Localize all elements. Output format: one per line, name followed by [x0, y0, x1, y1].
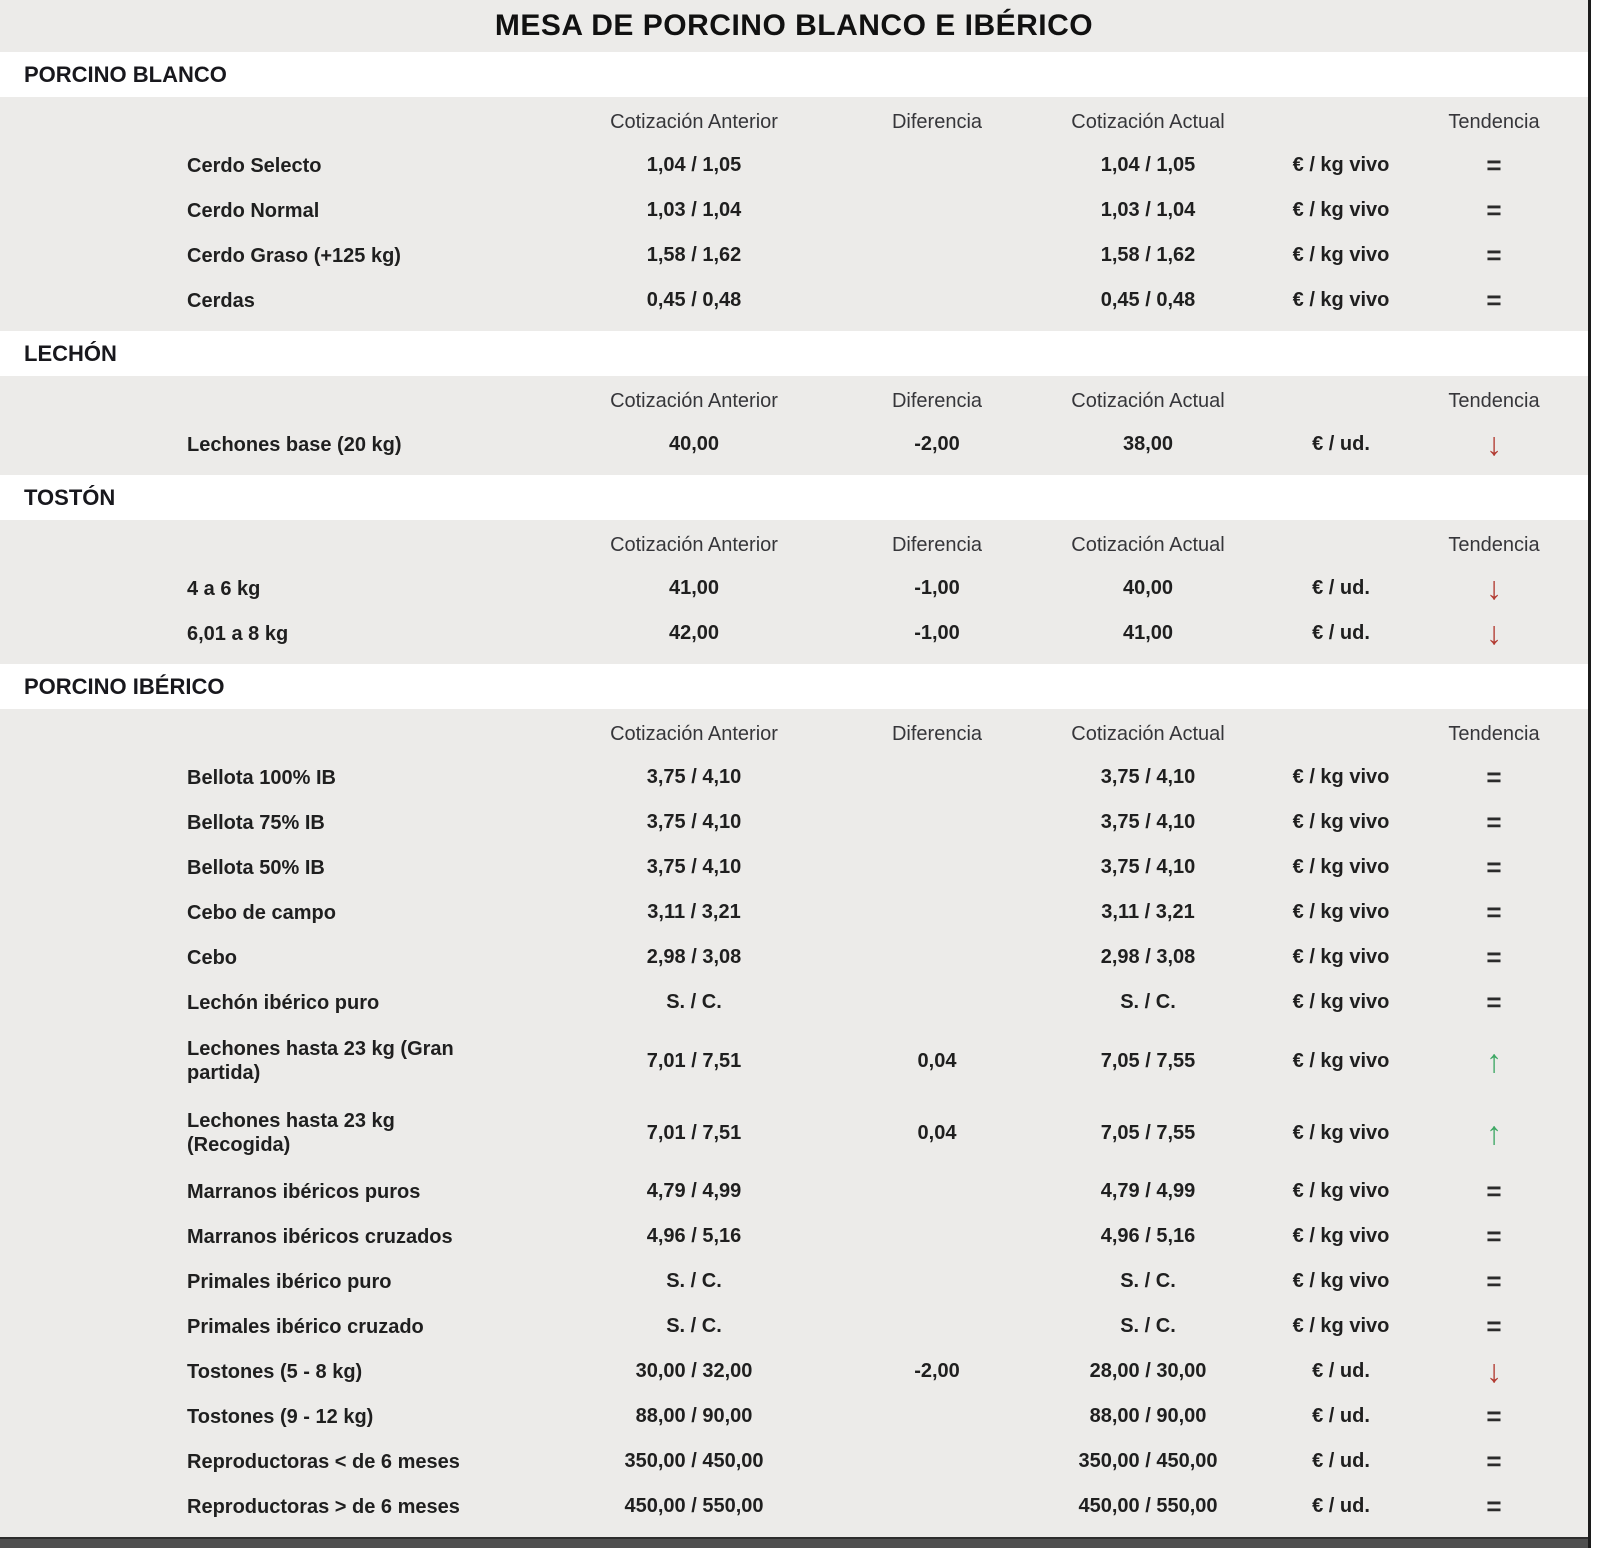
diferencia-value: 0,04 [917, 1121, 957, 1144]
cotizacion-actual-value: 2,98 / 3,08 [1100, 946, 1196, 968]
cotizacion-actual-value: 88,00 / 90,00 [1089, 1405, 1207, 1427]
cotizacion-anterior-value: 2,98 / 3,08 [646, 946, 742, 968]
cotizacion-anterior-value: 1,03 / 1,04 [646, 199, 742, 221]
unit-label: € / kg vivo [1292, 289, 1390, 311]
cotizacion-actual-value: 3,75 / 4,10 [1100, 811, 1196, 833]
unit-label: € / kg vivo [1292, 901, 1390, 923]
row-label: 6,01 a 8 kg [187, 622, 289, 645]
unit-label: € / kg vivo [1292, 1315, 1390, 1337]
unit-label: € / kg vivo [1292, 154, 1390, 176]
row-label: Cerdo Graso (+125 kg) [187, 244, 401, 267]
trend-equal-icon: = [1486, 761, 1502, 792]
cotizacion-actual-value: 4,79 / 4,99 [1100, 1180, 1196, 1202]
row-label: Cebo [187, 946, 237, 969]
trend-equal-icon: = [1486, 284, 1502, 315]
unit-label: € / kg vivo [1292, 811, 1390, 833]
col-header-cotizacion-anterior: Cotización Anterior [610, 389, 778, 412]
row-label: Tostones (9 - 12 kg) [187, 1405, 374, 1428]
section-block-lechon [0, 376, 1588, 475]
cotizacion-anterior-value: 7,01 / 7,51 [646, 1049, 742, 1072]
cotizacion-actual-value: 1,03 / 1,04 [1100, 199, 1196, 221]
cotizacion-actual-value: S. / C. [1120, 1270, 1176, 1292]
diferencia-value: -2,00 [914, 1360, 960, 1382]
col-header-diferencia: Diferencia [891, 110, 983, 133]
unit-label: € / kg vivo [1292, 856, 1390, 878]
unit-label: € / kg vivo [1292, 199, 1390, 221]
trend-equal-icon: = [1486, 194, 1502, 225]
cotizacion-actual-value: 7,05 / 7,55 [1100, 1049, 1196, 1072]
row-label: Bellota 75% IB [187, 811, 325, 834]
cotizacion-anterior-value: 30,00 / 32,00 [635, 1360, 753, 1382]
row-label: Lechón ibérico puro [187, 991, 380, 1014]
col-header-cotizacion-actual: Cotización Actual [1071, 533, 1225, 556]
table-row [0, 1349, 1588, 1394]
row-label: Bellota 50% IB [187, 856, 325, 879]
table-row [0, 755, 1588, 800]
unit-label: € / kg vivo [1292, 244, 1390, 266]
bottom-divider-bar [0, 1537, 1588, 1548]
row-label: Lechones base (20 kg) [187, 433, 402, 456]
row-label: Lechones hasta 23 kg (Gran partida) [187, 1038, 454, 1084]
unit-label: € / kg vivo [1292, 991, 1390, 1013]
trend-down-icon: ↓ [1486, 1353, 1502, 1389]
unit-label: € / ud. [1312, 1360, 1370, 1382]
row-label: Marranos ibéricos cruzados [187, 1225, 453, 1248]
title-band [0, 0, 1588, 52]
trend-equal-icon: = [1486, 851, 1502, 882]
unit-label: € / ud. [1312, 622, 1370, 644]
cotizacion-anterior-value: 88,00 / 90,00 [635, 1405, 753, 1427]
cotizacion-actual-value: 28,00 / 30,00 [1089, 1360, 1207, 1382]
unit-label: € / kg vivo [1292, 1121, 1390, 1144]
unit-label: € / ud. [1312, 1405, 1370, 1427]
unit-label: € / kg vivo [1292, 946, 1390, 968]
trend-equal-icon: = [1486, 1445, 1502, 1476]
cotizacion-anterior-value: 450,00 / 550,00 [624, 1495, 764, 1517]
cotizacion-anterior-value: 350,00 / 450,00 [624, 1450, 764, 1472]
column-header-row [0, 380, 1588, 422]
table-row [0, 1304, 1588, 1349]
section-header-porcino-blanco: PORCINO BLANCO [0, 52, 1588, 97]
unit-label: € / kg vivo [1292, 766, 1390, 788]
col-header-tendencia: Tendencia [1448, 389, 1540, 412]
table-row [0, 1214, 1588, 1259]
unit-label: € / kg vivo [1292, 1049, 1390, 1072]
trend-up-icon: ↑ [1486, 1114, 1502, 1151]
cotizacion-anterior-value: 4,96 / 5,16 [646, 1225, 742, 1247]
cotizacion-actual-value: 1,04 / 1,05 [1100, 154, 1196, 176]
cotizacion-actual-value: S. / C. [1120, 991, 1176, 1013]
trend-equal-icon: = [1486, 941, 1502, 972]
table-row [0, 845, 1588, 890]
unit-label: € / ud. [1312, 1450, 1370, 1472]
table-row [0, 278, 1588, 323]
table-row [0, 935, 1588, 980]
unit-label: € / ud. [1312, 433, 1370, 455]
trend-equal-icon: = [1486, 1265, 1502, 1296]
row-label: Bellota 100% IB [187, 766, 336, 789]
trend-equal-icon: = [1486, 1175, 1502, 1206]
trend-equal-icon: = [1486, 1400, 1502, 1431]
section-header-lechon: LECHÓN [0, 331, 1588, 376]
trend-down-icon: ↓ [1486, 570, 1502, 606]
table-row [0, 1484, 1588, 1529]
section-header-porcino-iberico: PORCINO IBÉRICO [0, 664, 1588, 709]
table-row [0, 890, 1588, 935]
row-label: Cerdo Selecto [187, 154, 322, 177]
col-header-cotizacion-actual: Cotización Actual [1071, 389, 1225, 412]
cotizacion-anterior-value: 3,75 / 4,10 [646, 811, 742, 833]
col-header-tendencia: Tendencia [1448, 533, 1540, 556]
col-header-cotizacion-actual: Cotización Actual [1071, 110, 1225, 133]
row-label: Marranos ibéricos puros [187, 1180, 421, 1203]
cotizacion-anterior-value: 1,58 / 1,62 [646, 244, 742, 266]
cotizacion-anterior-value: 40,00 [668, 433, 720, 455]
col-header-cotizacion-anterior: Cotización Anterior [610, 533, 778, 556]
cotizacion-actual-value: 3,75 / 4,10 [1100, 766, 1196, 788]
table-row [0, 1259, 1588, 1304]
col-header-cotizacion-actual: Cotización Actual [1071, 722, 1225, 745]
cotizacion-anterior-value: S. / C. [666, 1315, 722, 1337]
col-header-tendencia: Tendencia [1448, 110, 1540, 133]
section-header-toston: TOSTÓN [0, 475, 1588, 520]
unit-label: € / kg vivo [1292, 1180, 1390, 1202]
diferencia-value: -2,00 [914, 433, 960, 455]
col-header-cotizacion-anterior: Cotización Anterior [610, 722, 778, 745]
cotizacion-anterior-value: 1,04 / 1,05 [646, 154, 742, 176]
cotizacion-anterior-value: 3,75 / 4,10 [646, 766, 742, 788]
cotizacion-actual-value: 40,00 [1122, 577, 1174, 599]
unit-label: € / ud. [1312, 1495, 1370, 1517]
cotizacion-actual-value: 1,58 / 1,62 [1100, 244, 1196, 266]
table-row [0, 980, 1588, 1025]
trend-equal-icon: = [1486, 896, 1502, 927]
table-row [0, 1439, 1588, 1484]
unit-label: € / kg vivo [1292, 1225, 1390, 1247]
section-block-porcino-blanco [0, 97, 1588, 331]
diferencia-value: 0,04 [917, 1049, 957, 1072]
column-header-row [0, 524, 1588, 566]
trend-equal-icon: = [1486, 806, 1502, 837]
cotizacion-actual-value: 450,00 / 550,00 [1078, 1495, 1218, 1517]
cotizacion-actual-value: 0,45 / 0,48 [1100, 289, 1196, 311]
cotizacion-anterior-value: S. / C. [666, 1270, 722, 1292]
table-row [0, 1169, 1588, 1214]
cotizacion-actual-value: 3,75 / 4,10 [1100, 856, 1196, 878]
table-row [0, 611, 1588, 656]
table-row [0, 188, 1588, 233]
cotizacion-actual-value: 4,96 / 5,16 [1100, 1225, 1196, 1247]
cotizacion-anterior-value: 42,00 [668, 622, 720, 644]
row-label: Primales ibérico puro [187, 1270, 392, 1293]
table-row [0, 1025, 1588, 1097]
cotizacion-anterior-value: 4,79 / 4,99 [646, 1180, 742, 1202]
column-header-row [0, 713, 1588, 755]
cotizacion-anterior-value: 3,11 / 3,21 [647, 901, 741, 923]
page-title: MESA DE PORCINO BLANCO E IBÉRICO [494, 9, 1094, 42]
trend-down-icon: ↓ [1486, 615, 1502, 651]
row-label: Cerdo Normal [187, 199, 320, 222]
diferencia-value: -1,00 [914, 577, 960, 599]
table-row [0, 233, 1588, 278]
section-block-porcino-iberico [0, 709, 1588, 1537]
cotizacion-actual-value: S. / C. [1120, 1315, 1176, 1337]
table-row [0, 143, 1588, 188]
table-row [0, 566, 1588, 611]
row-label: 4 a 6 kg [187, 577, 261, 600]
trend-equal-icon: = [1486, 1220, 1502, 1251]
cotizacion-actual-value: 41,00 [1122, 622, 1174, 644]
cotizacion-anterior-value: 41,00 [668, 577, 720, 599]
col-header-tendencia: Tendencia [1448, 722, 1540, 745]
cotizacion-anterior-value: 0,45 / 0,48 [646, 289, 742, 311]
table-row [0, 1394, 1588, 1439]
cotizacion-actual-value: 350,00 / 450,00 [1078, 1450, 1218, 1472]
trend-equal-icon: = [1486, 986, 1502, 1017]
col-header-diferencia: Diferencia [891, 389, 983, 412]
col-header-diferencia: Diferencia [891, 533, 983, 556]
section-block-toston [0, 520, 1588, 664]
column-header-row [0, 101, 1588, 143]
row-label: Cebo de campo [187, 901, 336, 924]
cotizacion-anterior-value: S. / C. [666, 991, 722, 1013]
cotizacion-anterior-value: 3,75 / 4,10 [646, 856, 742, 878]
trend-equal-icon: = [1486, 1310, 1502, 1341]
trend-equal-icon: = [1486, 239, 1502, 270]
table-row [0, 1097, 1588, 1169]
cotizacion-actual-value: 38,00 [1122, 433, 1174, 455]
col-header-cotizacion-anterior: Cotización Anterior [610, 110, 778, 133]
row-label: Cerdas [187, 289, 255, 312]
col-header-diferencia: Diferencia [891, 722, 983, 745]
row-label: Reproductoras > de 6 meses [187, 1495, 460, 1518]
row-label: Lechones hasta 23 kg (Recogida) [187, 1110, 395, 1156]
unit-label: € / kg vivo [1292, 1270, 1390, 1292]
trend-equal-icon: = [1486, 149, 1502, 180]
trend-up-icon: ↑ [1486, 1042, 1502, 1079]
diferencia-value: -1,00 [914, 622, 960, 644]
cotizacion-actual-value: 3,11 / 3,21 [1101, 901, 1195, 923]
cotizacion-anterior-value: 7,01 / 7,51 [646, 1121, 742, 1144]
trend-down-icon: ↓ [1486, 426, 1502, 462]
row-label: Reproductoras < de 6 meses [187, 1450, 460, 1473]
table-row [0, 422, 1588, 467]
unit-label: € / ud. [1312, 577, 1370, 599]
row-label: Tostones (5 - 8 kg) [187, 1360, 363, 1383]
trend-equal-icon: = [1486, 1490, 1502, 1521]
table-row [0, 800, 1588, 845]
row-label: Primales ibérico cruzado [187, 1315, 424, 1338]
cotizacion-actual-value: 7,05 / 7,55 [1100, 1121, 1196, 1144]
